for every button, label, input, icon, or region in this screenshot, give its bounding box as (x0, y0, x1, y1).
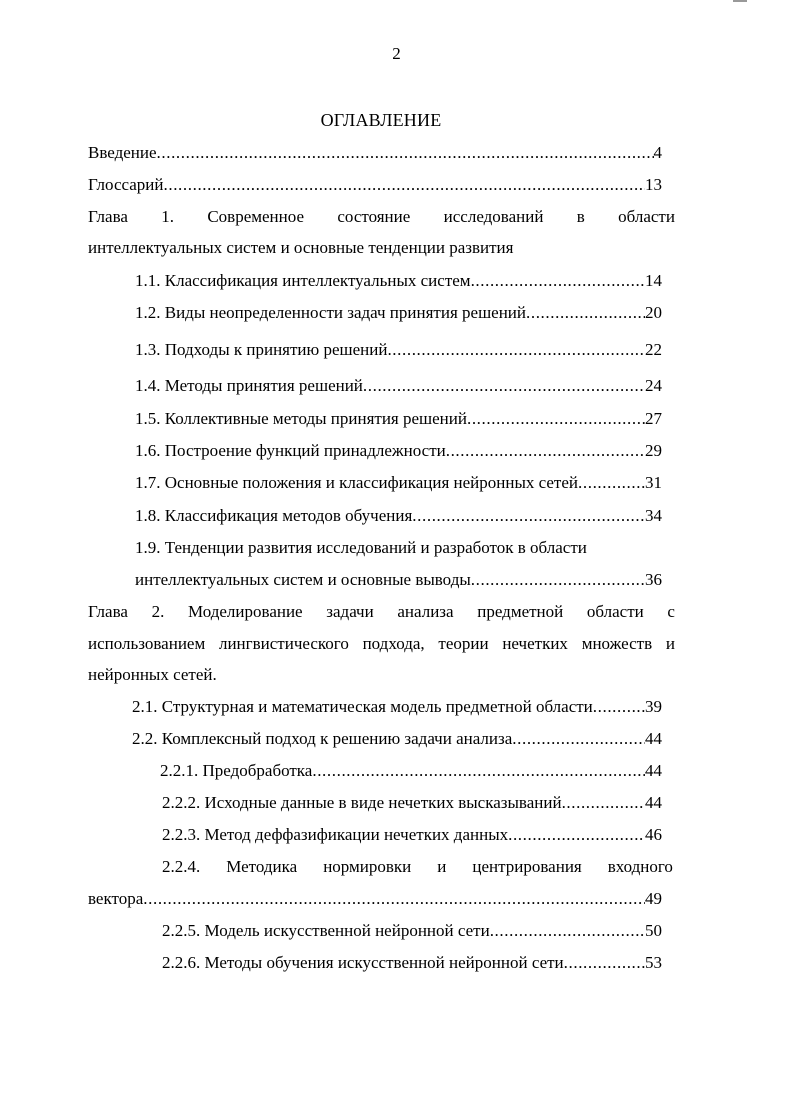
leader-dots (387, 340, 645, 360)
toc-page: 31 (645, 473, 662, 492)
toc-entry-1-4[interactable] (135, 376, 662, 396)
leader-dots (143, 889, 645, 909)
toc-label: 1.3. Подходы к принятию решений (135, 340, 388, 359)
toc-label: 1.7. Основные положения и классификация нейронных сетей (135, 473, 579, 492)
word: 1. (161, 207, 175, 226)
toc-entry-2-2-1[interactable] (160, 761, 662, 781)
toc-entry-1-5[interactable] (135, 409, 662, 429)
toc-label: 1.8. Классификация методов обучения (135, 506, 413, 525)
word: 2.2.4. (162, 857, 201, 876)
toc-entry-1-8[interactable] (135, 506, 662, 526)
toc-entry-1-2[interactable] (135, 303, 662, 323)
leader-dots (578, 473, 645, 493)
toc-page: 20 (645, 303, 662, 322)
leader-dots (157, 143, 654, 163)
toc-page: 46 (645, 825, 662, 844)
page-number: 2 (392, 44, 401, 63)
leader-dots (490, 921, 645, 941)
toc-entry-2-2-4[interactable] (162, 857, 673, 877)
toc-entry-1-9-cont[interactable] (135, 570, 662, 590)
toc-entry-1-3[interactable] (135, 340, 662, 360)
toc-entry-2-2-2[interactable] (162, 793, 662, 813)
word: Методика (226, 857, 298, 876)
toc-entry-1-6[interactable] (135, 441, 662, 461)
toc-chapter-1-heading-cont (88, 238, 513, 258)
toc-entry-2-1[interactable] (132, 697, 662, 717)
word: Современное (207, 207, 305, 226)
word: анализа (397, 602, 454, 621)
toc-entry-2-2-5[interactable] (162, 921, 662, 941)
heading-text: нейронных сетей. (88, 665, 217, 684)
leader-dots (467, 409, 645, 429)
leader-dots (412, 506, 645, 526)
toc-page: 27 (645, 409, 662, 428)
toc-entry-glossary[interactable] (88, 175, 662, 195)
toc-entry-2-2-6[interactable] (162, 953, 662, 973)
toc-chapter-2-heading[interactable] (88, 602, 675, 622)
toc-entry-1-1[interactable] (135, 271, 662, 291)
word: входного (607, 857, 673, 876)
word: предметной (477, 602, 564, 621)
word: задачи (326, 602, 374, 621)
word: 2. (151, 602, 165, 621)
toc-page: 53 (645, 953, 662, 972)
toc-page: 14 (645, 271, 662, 290)
toc-page: 50 (645, 921, 662, 940)
leader-dots (508, 825, 645, 845)
toc-label: 1.9. Тенденции развития исследований и разработок в области (135, 538, 587, 557)
toc-label: вектора (88, 889, 144, 908)
toc-page: 39 (645, 697, 662, 716)
word: нечетких (502, 634, 568, 653)
word: Глава (88, 207, 128, 226)
word: области (586, 602, 644, 621)
word: центрирования (472, 857, 582, 876)
leader-dots (512, 729, 645, 749)
toc-label: 2.2.1. Предобработка (160, 761, 313, 780)
toc-label: 2.2.6. Методы обучения искусственной нейронной сети (162, 953, 564, 972)
word: с (667, 602, 675, 621)
leader-dots (564, 953, 645, 973)
toc-label: Глоссарий (88, 175, 164, 194)
word: Глава (88, 602, 128, 621)
toc-page: 24 (645, 376, 662, 395)
leader-dots (471, 570, 645, 590)
toc-entry-1-7[interactable] (135, 473, 662, 493)
toc-page: 49 (645, 889, 662, 908)
heading-text: интеллектуальных систем и основные тенденции развития (88, 238, 514, 257)
toc-page: 44 (645, 729, 662, 748)
toc-page: 4 (653, 143, 662, 162)
toc-page: 44 (645, 793, 662, 812)
toc-entry-2-2[interactable] (132, 729, 662, 749)
word: исследований (443, 207, 544, 226)
word: использованием (88, 634, 206, 653)
page-title: ОГЛАВЛЕНИЕ (320, 110, 442, 130)
toc-page: 34 (645, 506, 662, 525)
word: и (665, 634, 675, 653)
toc-label: 2.1. Структурная и математическая модель предметной области (132, 697, 593, 716)
word: Моделирование (188, 602, 303, 621)
toc-entry-1-9[interactable] (135, 538, 587, 558)
leader-dots (562, 793, 645, 813)
word: в (576, 207, 585, 226)
toc-label: 2.2.3. Метод деффазификации нечетких данных (162, 825, 509, 844)
word: множеств (581, 634, 653, 653)
toc-label: интеллектуальных систем и основные выводы (135, 570, 471, 589)
toc-label: 2.2.2. Исходные данные в виде нечетких высказываний (162, 793, 562, 812)
toc-entry-intro[interactable] (88, 143, 662, 163)
word: и (437, 857, 447, 876)
toc-entry-2-2-3[interactable] (162, 825, 662, 845)
leader-dots (363, 376, 645, 396)
toc-page: 29 (645, 441, 662, 460)
word: нормировки (323, 857, 412, 876)
toc-label: 1.2. Виды неопределенности задач принятия решений (135, 303, 526, 322)
toc-page: 22 (645, 340, 662, 359)
toc-label: Введение (88, 143, 157, 162)
word: лингвистического (218, 634, 349, 653)
word: подхода, (362, 634, 425, 653)
toc-label: 1.5. Коллективные методы принятия решений (135, 409, 467, 428)
toc-chapter-1-heading[interactable] (88, 207, 675, 227)
word: области (618, 207, 675, 226)
toc-page: 44 (645, 761, 662, 780)
toc-entry-2-2-4-cont[interactable] (88, 889, 662, 909)
word: состояние (337, 207, 411, 226)
toc-chapter-2-heading-cont (88, 634, 675, 654)
toc-label: 1.6. Построение функций принадлежности (135, 441, 446, 460)
toc-label: 1.1. Классификация интеллектуальных систем (135, 271, 471, 290)
scan-mark (733, 0, 747, 2)
toc-chapter-2-heading-end (88, 665, 217, 685)
word: теории (438, 634, 489, 653)
leader-dots (471, 271, 645, 291)
leader-dots (446, 441, 645, 461)
leader-dots (526, 303, 645, 323)
toc-page: 13 (645, 175, 662, 194)
toc-label: 2.2.5. Модель искусственной нейронной сети (162, 921, 490, 940)
leader-dots (164, 175, 646, 195)
toc-label: 1.4. Методы принятия решений (135, 376, 363, 395)
toc-page: 36 (645, 570, 662, 589)
leader-dots (312, 761, 645, 781)
toc-label: 2.2. Комплексный подход к решению задачи анализа (132, 729, 513, 748)
leader-dots (593, 697, 645, 717)
